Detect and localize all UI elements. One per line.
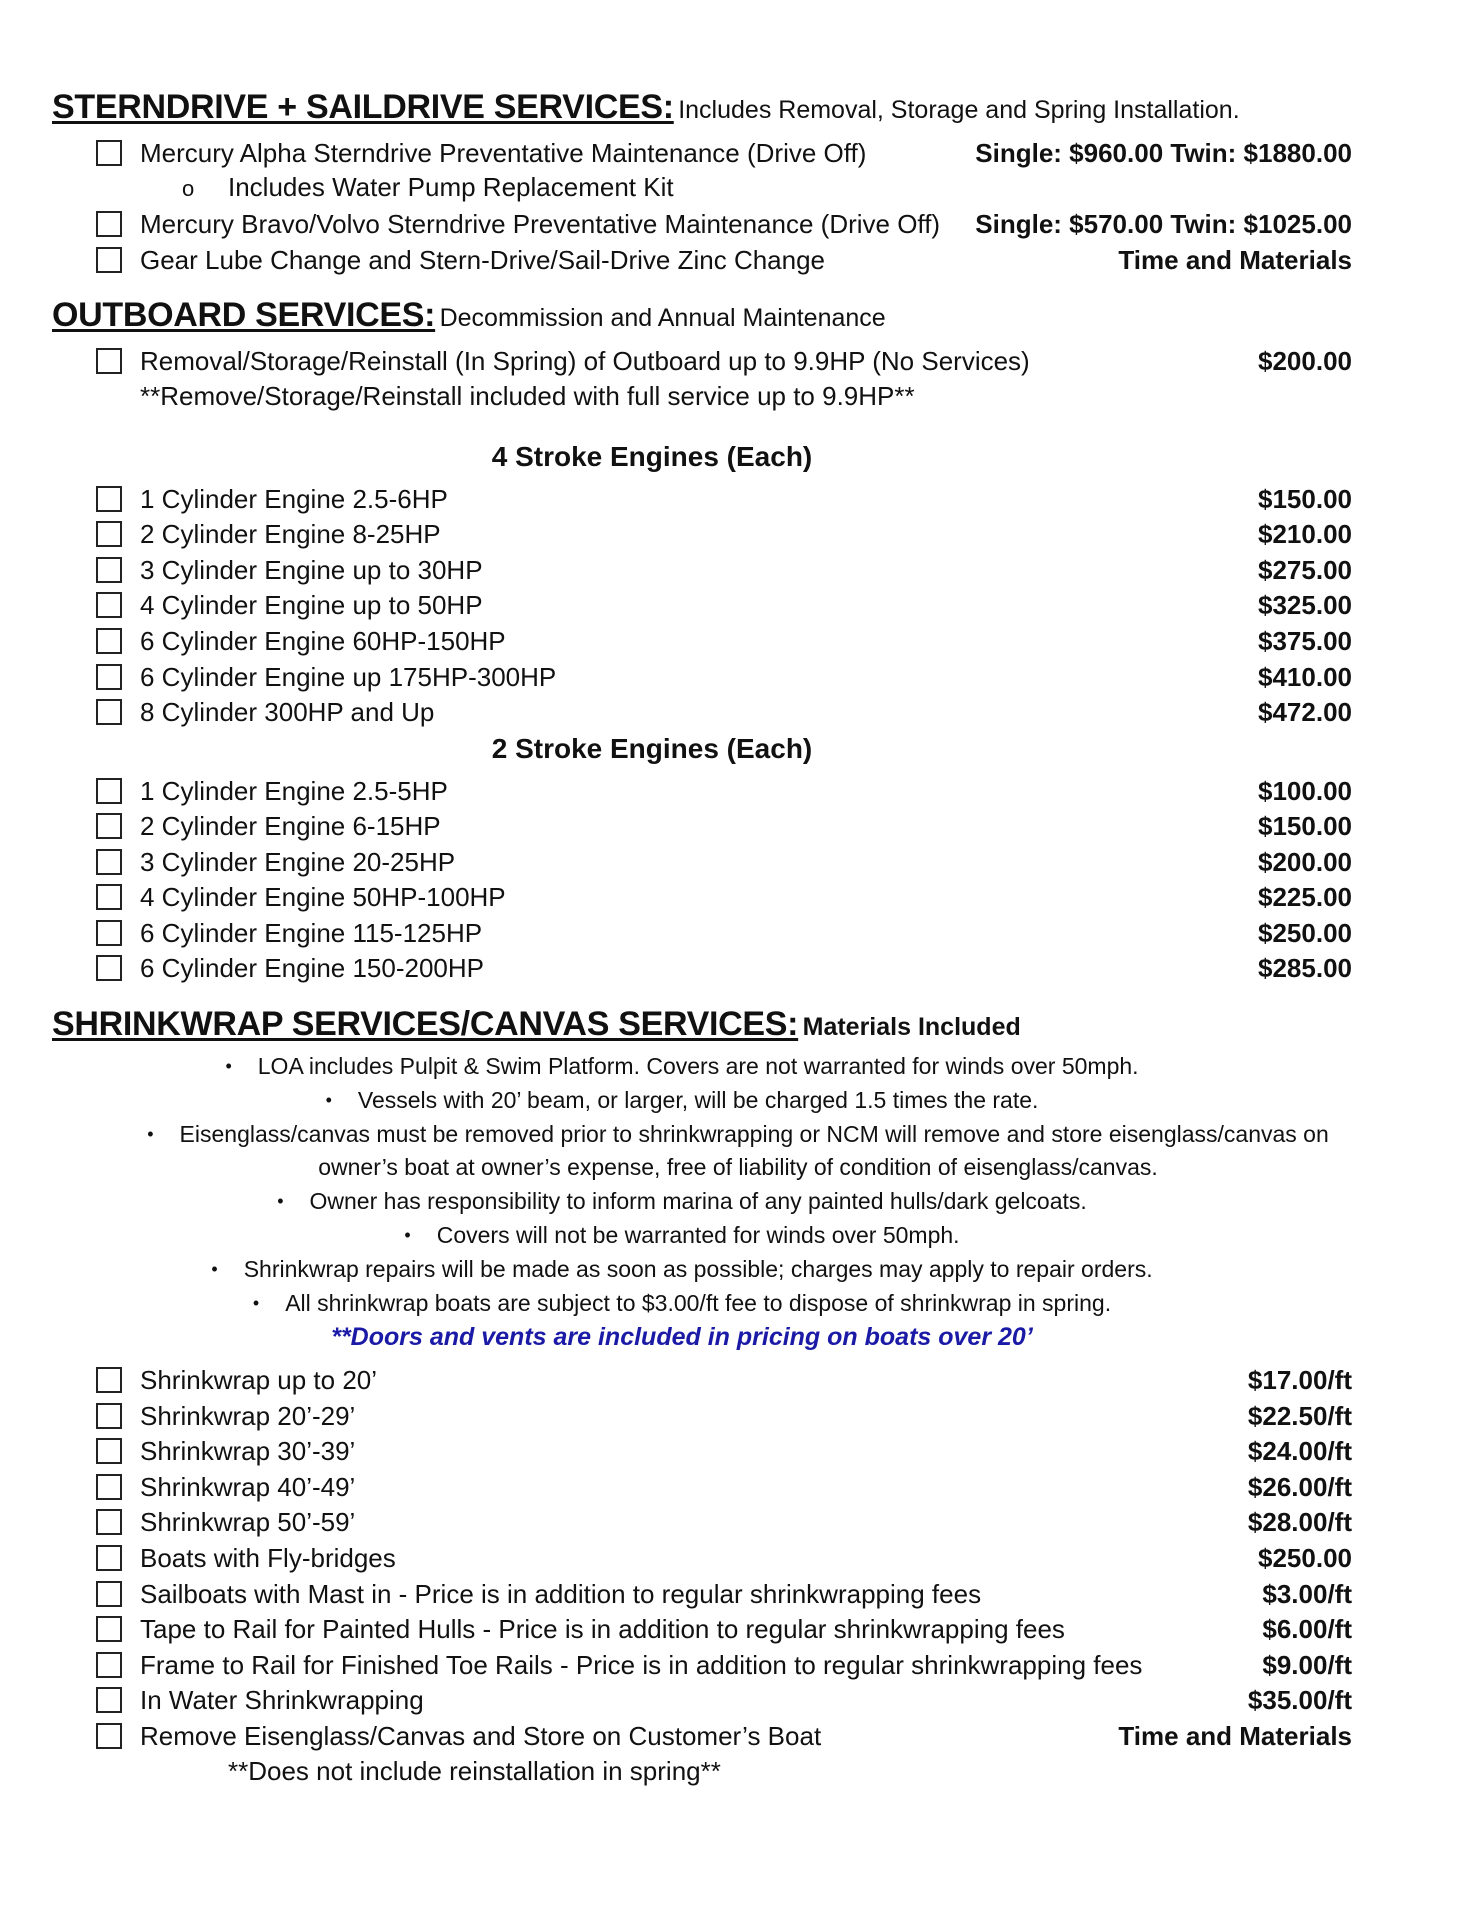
checkbox[interactable] [96, 1367, 122, 1393]
shrinkwrap-row [96, 1470, 1352, 1504]
checkbox[interactable] [96, 247, 122, 273]
outboard-section-header [52, 296, 886, 335]
service-price: Single: $960.00 Twin: $1880.00 [975, 137, 1352, 168]
service-label: Mercury Bravo/Volvo Sterndrive Preventative Maintenance (Drive Off) [140, 208, 941, 239]
shrinkwrap-label: Remove Eisenglass/Canvas and Store on Customer’s Boat [140, 1720, 822, 1751]
checkbox[interactable] [96, 1652, 122, 1678]
engine-price: $410.00 [1258, 661, 1352, 692]
policy-bullet-text: Owner has responsibility to inform marina of any painted hulls/dark gelcoats. [309, 1188, 1087, 1214]
sub-bullet-text: Includes Water Pump Replacement Kit [228, 172, 674, 202]
sub-bullet [182, 172, 674, 203]
shrinkwrap-label: Boats with Fly-bridges [140, 1542, 396, 1573]
engine-row [96, 588, 1352, 622]
service-label: Mercury Alpha Sterndrive Preventative Maintenance (Drive Off) [140, 137, 867, 168]
sterndrive-subtitle: Includes Removal, Storage and Spring Installation. [678, 96, 1240, 124]
policy-bullet [0, 1290, 1424, 1317]
engine-row [96, 624, 1352, 658]
engine-price: $375.00 [1258, 625, 1352, 656]
reinstallation-note: **Does not include reinstallation in spring** [228, 1756, 721, 1786]
service-label: Removal/Storage/Reinstall (In Spring) of Outboard up to 9.9HP (No Services) [140, 345, 1030, 376]
shrinkwrap-price: $17.00/ft [1247, 1364, 1352, 1395]
checkbox[interactable] [96, 884, 122, 910]
checkbox[interactable] [96, 1581, 122, 1607]
shrinkwrap-subtitle: Materials Included [802, 1013, 1021, 1041]
engine-price: $325.00 [1258, 589, 1352, 620]
shrinkwrap-label: Sailboats with Mast in - Price is in addition to regular shrinkwrapping fees [140, 1578, 982, 1609]
shrinkwrap-label: Shrinkwrap 40’-49’ [140, 1471, 356, 1502]
engine-price: $250.00 [1258, 917, 1352, 948]
engine-row [96, 660, 1352, 694]
policy-bullet [0, 1121, 1480, 1148]
shrinkwrap-label: Frame to Rail for Finished Toe Rails - Price is in addition to regular shrinkwrapping fees [140, 1649, 1143, 1680]
shrinkwrap-row [96, 1399, 1352, 1433]
policy-bullet-text: Vessels with 20’ beam, or larger, will be charged 1.5 times the rate. [357, 1087, 1039, 1113]
shrinkwrap-label: Shrinkwrap 50’-59’ [140, 1506, 356, 1537]
outboard-subtitle: Decommission and Annual Maintenance [439, 304, 886, 332]
engine-label: 6 Cylinder Engine 150-200HP [140, 952, 484, 983]
bullet-icon: • [225, 1056, 232, 1076]
checkbox[interactable] [96, 486, 122, 512]
engine-row [96, 880, 1352, 914]
shrinkwrap-row [96, 1612, 1352, 1646]
checkbox[interactable] [96, 1616, 122, 1642]
checkbox[interactable] [96, 628, 122, 654]
policy-bullet [0, 1188, 1424, 1215]
bullet-icon: • [404, 1225, 411, 1245]
shrinkwrap-section-header [52, 1005, 1021, 1044]
policy-bullet-text: LOA includes Pulpit & Swim Platform. Covers are not warranted for winds over 50mph. [257, 1053, 1139, 1079]
engine-label: 1 Cylinder Engine 2.5-5HP [140, 775, 448, 806]
engine-price: $225.00 [1258, 881, 1352, 912]
checkbox[interactable] [96, 1403, 122, 1429]
engine-price: $285.00 [1258, 952, 1352, 983]
policy-bullet-text: Eisenglass/canvas must be removed prior to shrinkwrapping or NCM will remove and store eisenglass/canvas on [179, 1121, 1329, 1147]
shrinkwrap-price: $250.00 [1258, 1542, 1352, 1573]
engine-row [96, 951, 1352, 985]
shrinkwrap-label: Shrinkwrap up to 20’ [140, 1364, 378, 1395]
checkbox[interactable] [96, 813, 122, 839]
two-stroke-heading: 2 Stroke Engines (Each) [491, 733, 813, 764]
checkbox[interactable] [96, 592, 122, 618]
shrinkwrap-row [96, 1683, 1352, 1717]
engine-row [96, 482, 1352, 516]
engine-row [96, 809, 1352, 843]
shrinkwrap-price: $35.00/ft [1247, 1684, 1352, 1715]
engine-row [96, 916, 1352, 950]
engine-row [96, 517, 1352, 551]
doors-vents-note: **Doors and vents are included in pricing on boats over 20’ [331, 1323, 1033, 1351]
checkbox[interactable] [96, 1545, 122, 1571]
bullet-icon: • [252, 1293, 260, 1313]
service-row [96, 207, 1352, 241]
service-price: $200.00 [1258, 345, 1352, 376]
shrinkwrap-price: Time and Materials [1118, 1720, 1352, 1751]
shrinkwrap-row [96, 1363, 1352, 1397]
shrinkwrap-row [96, 1648, 1352, 1682]
shrinkwrap-row [96, 1577, 1352, 1611]
checkbox[interactable] [96, 664, 122, 690]
shrinkwrap-price: $6.00/ft [1262, 1613, 1352, 1644]
engine-price: $150.00 [1258, 810, 1352, 841]
checkbox[interactable] [96, 1509, 122, 1535]
engine-price: $150.00 [1258, 483, 1352, 514]
service-row [96, 136, 1352, 170]
shrinkwrap-price: $24.00/ft [1247, 1435, 1352, 1466]
engine-price: $275.00 [1258, 554, 1352, 585]
four-stroke-heading: 4 Stroke Engines (Each) [491, 441, 813, 472]
checkbox[interactable] [96, 348, 122, 374]
shrinkwrap-row [96, 1434, 1352, 1468]
service-price: Time and Materials [1118, 244, 1352, 275]
shrinkwrap-row [96, 1505, 1352, 1539]
engine-label: 4 Cylinder Engine up to 50HP [140, 589, 483, 620]
engine-label: 6 Cylinder Engine up 175HP-300HP [140, 661, 557, 692]
engine-label: 3 Cylinder Engine 20-25HP [140, 846, 456, 877]
shrinkwrap-row [96, 1719, 1352, 1753]
shrinkwrap-price: $26.00/ft [1247, 1471, 1352, 1502]
engine-price: $210.00 [1258, 518, 1352, 549]
engine-price: $472.00 [1258, 696, 1352, 727]
engine-label: 8 Cylinder 300HP and Up [140, 696, 435, 727]
policy-bullet [0, 1087, 1424, 1114]
service-price: Single: $570.00 Twin: $1025.00 [975, 208, 1352, 239]
checkbox[interactable] [96, 521, 122, 547]
policy-bullet [0, 1222, 1424, 1249]
outboard-title: OUTBOARD SERVICES: [52, 296, 436, 334]
removal-note: **Remove/Storage/Reinstall included with full service up to 9.9HP** [140, 381, 915, 411]
shrinkwrap-row [96, 1541, 1352, 1575]
policy-bullet-continuation [0, 1154, 1480, 1181]
engine-label: 2 Cylinder Engine 8-25HP [140, 518, 441, 549]
shrinkwrap-title: SHRINKWRAP SERVICES/CANVAS SERVICES: [52, 1005, 799, 1043]
shrinkwrap-label: In Water Shrinkwrapping [140, 1684, 424, 1715]
policy-bullet-text: Shrinkwrap repairs will be made as soon as possible; charges may apply to repair orders. [243, 1256, 1153, 1282]
shrinkwrap-price: $22.50/ft [1247, 1400, 1352, 1431]
engine-label: 6 Cylinder Engine 60HP-150HP [140, 625, 506, 656]
shrinkwrap-label: Shrinkwrap 20’-29’ [140, 1400, 356, 1431]
service-row [96, 243, 1352, 277]
engine-row [96, 695, 1352, 729]
engine-label: 3 Cylinder Engine up to 30HP [140, 554, 483, 585]
checkbox[interactable] [96, 557, 122, 583]
bullet-icon: • [147, 1124, 154, 1144]
checkbox[interactable] [96, 1438, 122, 1464]
checkbox[interactable] [96, 211, 122, 237]
bullet-icon: • [277, 1191, 284, 1211]
shrinkwrap-label: Tape to Rail for Painted Hulls - Price is in addition to regular shrinkwrapping fees [140, 1613, 1065, 1644]
checkbox[interactable] [96, 778, 122, 804]
checkbox[interactable] [96, 849, 122, 875]
engine-label: 2 Cylinder Engine 6-15HP [140, 810, 441, 841]
checkbox[interactable] [96, 1687, 122, 1713]
engine-row [96, 774, 1352, 808]
shrinkwrap-price: $28.00/ft [1247, 1506, 1352, 1537]
sterndrive-section-header [52, 88, 1240, 127]
bullet-icon: • [211, 1259, 218, 1279]
engine-row [96, 553, 1352, 587]
policy-bullet [0, 1256, 1424, 1283]
circle-bullet-icon: o [182, 176, 195, 201]
policy-bullet-text: owner’s boat at owner’s expense, free of liability of condition of eisenglass/canvas. [318, 1154, 1158, 1180]
shrinkwrap-price: $3.00/ft [1262, 1578, 1352, 1609]
sterndrive-title: STERNDRIVE + SAILDRIVE SERVICES: [52, 88, 674, 126]
checkbox[interactable] [96, 1723, 122, 1749]
checkbox[interactable] [96, 920, 122, 946]
policy-bullet-text: Covers will not be warranted for winds over 50mph. [436, 1222, 960, 1248]
checkbox[interactable] [96, 1474, 122, 1500]
checkbox[interactable] [96, 955, 122, 981]
checkbox[interactable] [96, 140, 122, 166]
bullet-icon: • [325, 1090, 332, 1110]
service-label: Gear Lube Change and Stern-Drive/Sail-Drive Zinc Change [140, 244, 826, 275]
shrinkwrap-price: $9.00/ft [1262, 1649, 1352, 1680]
checkbox[interactable] [96, 699, 122, 725]
policy-bullet-text: All shrinkwrap boats are subject to $3.00/ft fee to dispose of shrinkwrap in spring. [285, 1290, 1112, 1316]
engine-price: $100.00 [1258, 775, 1352, 806]
shrinkwrap-label: Shrinkwrap 30’-39’ [140, 1435, 356, 1466]
engine-label: 1 Cylinder Engine 2.5-6HP [140, 483, 448, 514]
policy-bullet [0, 1053, 1424, 1080]
engine-price: $200.00 [1258, 846, 1352, 877]
engine-label: 6 Cylinder Engine 115-125HP [140, 917, 483, 948]
service-row [96, 344, 1352, 378]
engine-row [96, 845, 1352, 879]
engine-label: 4 Cylinder Engine 50HP-100HP [140, 881, 506, 912]
